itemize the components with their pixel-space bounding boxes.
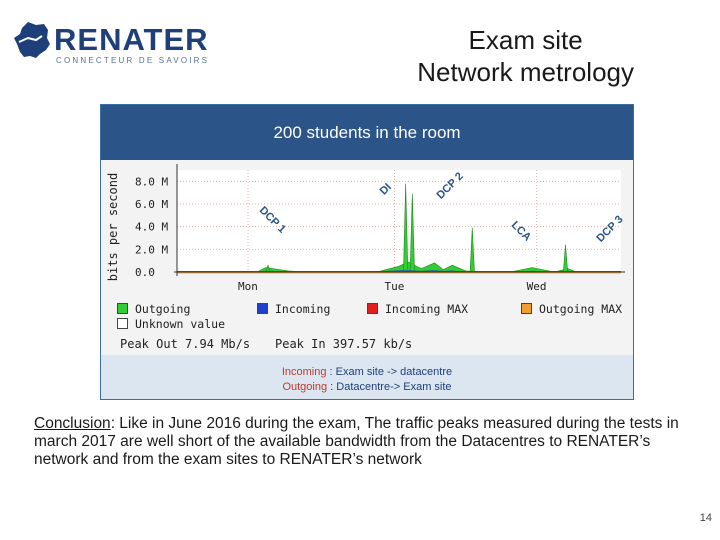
y-axis-label: bits per second [106,172,120,282]
peak-in-readout: Peak In 397.57 kb/s [275,337,413,351]
caption-outgoing-value: : Datacentre-> Exam site [330,381,452,393]
chart-captions [101,365,633,395]
legend-label-unknown: Unknown value [135,317,226,331]
legend-item-outgoing [117,302,190,316]
annotation-label: DI [377,181,394,198]
x-tick-label: Mon [238,280,258,293]
legend-swatch-outgoing-max [521,303,532,314]
chart-grid [177,170,621,272]
logo-wordmark: RENATER [54,22,209,57]
page-number: 14 [699,512,712,524]
legend-label-incoming: Incoming [275,302,331,316]
x-tick-label: Tue [384,280,405,293]
y-tick-label: 8.0 M [135,175,169,189]
legend-item-incoming [257,302,330,316]
legend-item-incoming-max [367,302,468,316]
legend-swatch-unknown [117,318,128,329]
legend-swatch-incoming-max [367,303,378,314]
slide-title-line1: Exam site [468,25,583,55]
legend-label-outgoing-max: Outgoing MAX [539,302,623,316]
annotation-label: DCP 2 [434,170,466,202]
caption-incoming-value: : Exam site -> datacentre [329,366,453,378]
caption-outgoing-key: Outgoing [282,381,328,393]
y-tick-label: 4.0 M [135,220,169,234]
legend-swatch-outgoing [117,303,128,314]
france-map-icon [14,20,52,60]
annotation-label: DCP 1 [256,204,288,236]
y-tick-label: 2.0 M [135,243,169,257]
conclusion-text [34,415,694,469]
slide-title-line2: Network metrology [417,57,634,87]
y-tick-label: 0.0 [135,266,155,279]
caption-incoming-key: Incoming [281,366,327,378]
slide-title [417,24,634,88]
chart-area [101,160,633,355]
legend-label-outgoing: Outgoing [135,302,191,316]
metrology-panel [100,104,634,400]
renater-logo [14,18,214,68]
conclusion-body: : Like in June 2016 during the exam, The traffic peaks measured during the tests in march 2017 are well short of the available bandwidth from the Datacentres to RENATER’s network and from the exam sites to RENATER’s network [34,415,679,468]
annotation-label: DCP 3 [594,213,626,245]
panel-header [101,105,633,160]
legend-label-incoming-max: Incoming MAX [385,302,469,316]
peak-out-readout: Peak Out 7.94 Mb/s [120,337,251,351]
annotation-label: LCA [508,219,534,244]
caption-outgoing [101,380,633,395]
x-tick-label: Wed [526,280,547,293]
plot-background [177,170,621,272]
caption-incoming [101,365,633,380]
legend-swatch-incoming [257,303,268,314]
y-tick-label: 6.0 M [135,198,169,211]
logo-tagline: CONNECTEUR DE SAVOIRS [56,56,210,65]
legend-item-outgoing-max [521,302,622,316]
conclusion-lead: Conclusion [34,415,111,432]
panel-heading: 200 students in the room [273,123,461,142]
legend-item-unknown [117,317,225,331]
